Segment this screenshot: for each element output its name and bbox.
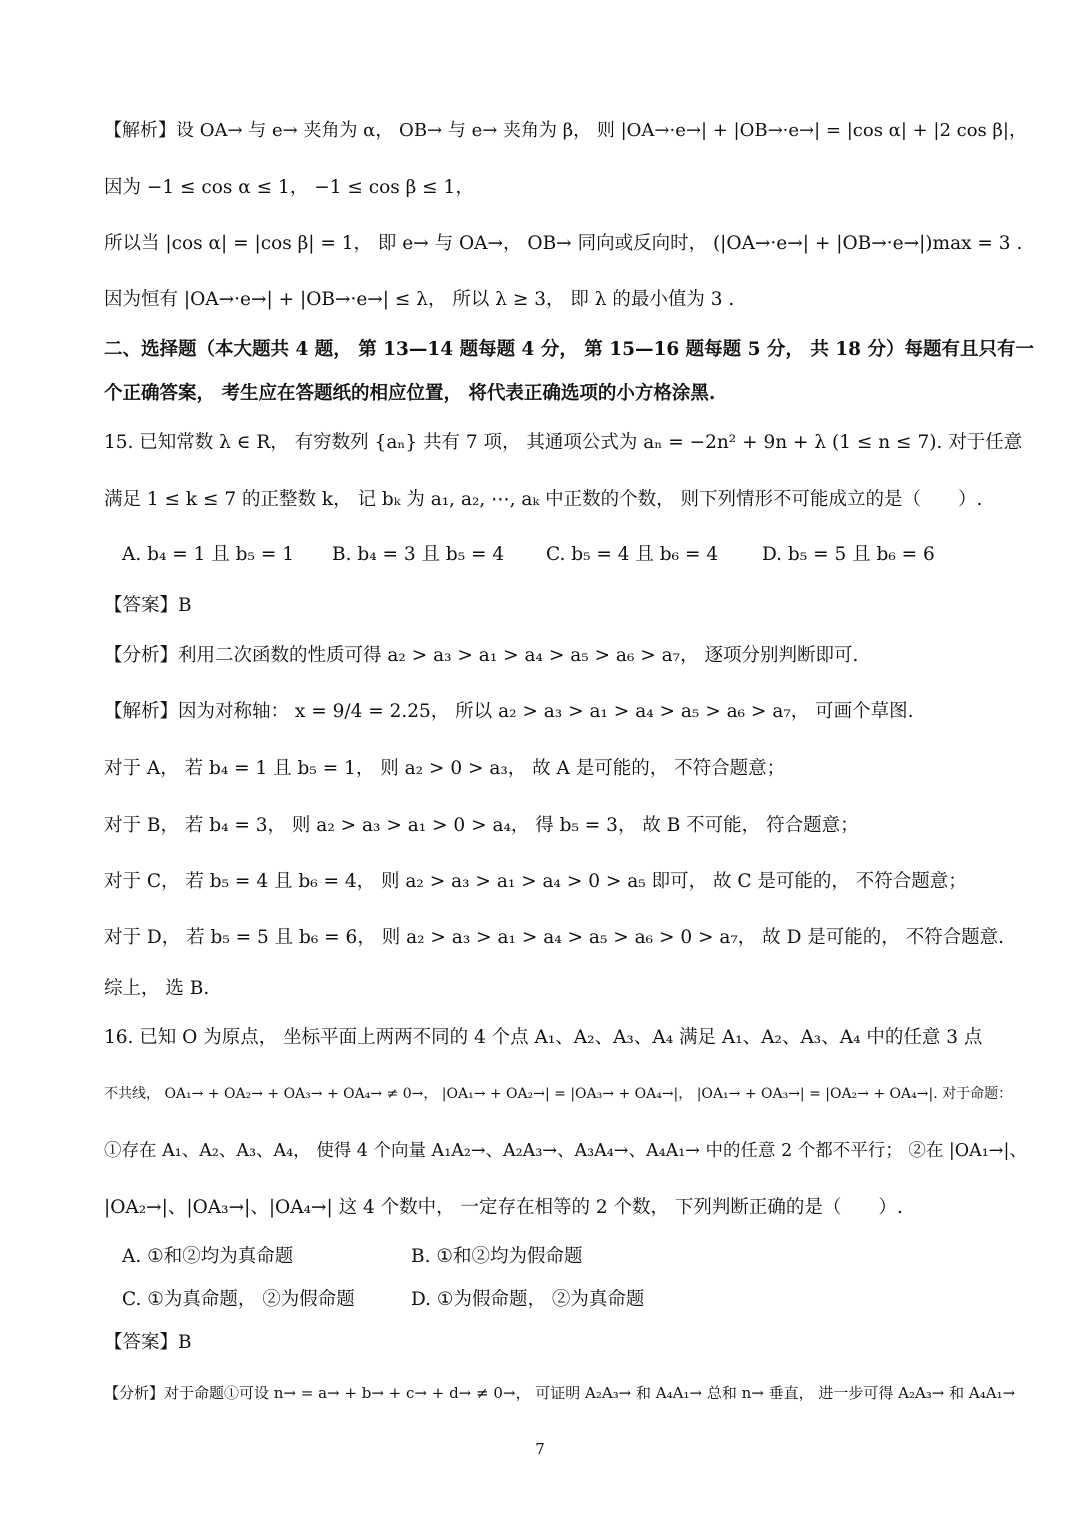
solution-line: 因为 −1 ≤ cos α ≤ 1， −1 ≤ cos β ≤ 1，	[104, 177, 474, 198]
question-16-stem: |OA₂→|、|OA₃→|、|OA₄→| 这 4 个数中， 一定存在相等的 2 个数， 下列判断正确的是（ ）.	[104, 1197, 903, 1218]
page-number: 7	[535, 1440, 545, 1458]
section-heading: 二、选择题（本大题共 4 题， 第 13—14 题每题 4 分， 第 15—16 题每题 5 分， 共 18 分）每题有且只有一	[104, 339, 1034, 360]
solution-line: 对于 B， 若 b₄ = 3， 则 a₂ > a₃ > a₁ > 0 > a₄， 得 b₅ = 3， 故 B 不可能， 符合题意；	[104, 815, 859, 836]
solution-line: 对于 C， 若 b₅ = 4 且 b₆ = 4， 则 a₂ > a₃ > a₁ > a₄ > 0 > a₅ 即可， 故 C 是可能的， 不符合题意；	[104, 871, 967, 892]
section-heading: 个正确答案， 考生应在答题纸的相应位置， 将代表正确选项的小方格涂黑.	[104, 383, 716, 404]
option-b: B. ①和②均为假命题	[411, 1246, 583, 1267]
analysis-line: 【分析】利用二次函数的性质可得 a₂ > a₃ > a₁ > a₄ > a₅ > a₆ > a₇， 逐项分别判断即可.	[104, 645, 859, 666]
solution-line: 所以当 |cos α| = |cos β| = 1， 即 e→ 与 OA→， OB→ 同向或反向时， (|OA→·e→| + |OB→·e→|)max = 3 .	[104, 233, 1023, 254]
solution-line: 对于 A， 若 b₄ = 1 且 b₅ = 1， 则 a₂ > 0 > a₃， 故 A 是可能的， 不符合题意；	[104, 758, 786, 779]
option-d: D. b₅ = 5 且 b₆ = 6	[762, 544, 935, 565]
answer-label: 【答案】B	[104, 1332, 192, 1353]
conclusion-line: 综上， 选 B.	[104, 978, 210, 999]
analysis-line: 【分析】对于命题①可设 n→ = a→ + b→ + c→ + d→ ≠ 0→， 可证明 A₂A₃→ 和 A₄A₁→ 总和 n→ 垂直， 进一步可得 A₂A₃→ 和 A₄A₁→	[104, 1384, 1016, 1402]
answer-label: 【答案】B	[104, 595, 192, 616]
question-16-stem: 不共线， OA₁→ + OA₂→ + OA₃→ + OA₄→ ≠ 0→， |OA₁→ + OA₂→| = |OA₃→ + OA₄→|， |OA₁→ + OA₃→| = |OA₂→ + OA₄→|. 对于命题：	[104, 1086, 1013, 1102]
solution-line: 【解析】设 OA→ 与 e→ 夹角为 α， OB→ 与 e→ 夹角为 β， 则 |OA→·e→| + |OB→·e→| = |cos α| + |2 cos β|，	[104, 120, 1027, 141]
question-16-stem: ①存在 A₁、A₂、A₃、A₄， 使得 4 个向量 A₁A₂→、A₂A₃→、A₃A₄→、A₄A₁→ 中的任意 2 个都不平行； ②在 |OA₁→|、	[104, 1141, 1027, 1161]
solution-line: 【解析】因为对称轴： x = 9/4 = 2.25， 所以 a₂ > a₃ > a₁ > a₄ > a₅ > a₆ > a₇， 可画个草图.	[104, 701, 914, 722]
option-c: C. b₅ = 4 且 b₆ = 4	[546, 544, 719, 565]
question-16-stem: 16. 已知 O 为原点， 坐标平面上两两不同的 4 个点 A₁、A₂、A₃、A₄ 满足 A₁、A₂、A₃、A₄ 中的任意 3 点	[104, 1027, 983, 1048]
option-d: D. ①为假命题， ②为真命题	[411, 1289, 645, 1310]
solution-line: 因为恒有 |OA→·e→| + |OB→·e→| ≤ λ， 所以 λ ≥ 3， 即 λ 的最小值为 3 .	[104, 289, 735, 310]
option-a: A. ①和②均为真命题	[122, 1246, 294, 1267]
option-c: C. ①为真命题， ②为假命题	[122, 1289, 355, 1310]
question-15-stem: 15. 已知常数 λ ∈ R， 有穷数列 {aₙ} 共有 7 项， 其通项公式为 aₙ = −2n² + 9n + λ (1 ≤ n ≤ 7). 对于任意	[104, 432, 1023, 453]
option-b: B. b₄ = 3 且 b₅ = 4	[332, 544, 505, 565]
question-15-stem: 满足 1 ≤ k ≤ 7 的正整数 k， 记 bₖ 为 a₁, a₂, ⋯, aₖ 中正数的个数， 则下列情形不可能成立的是（ ）.	[104, 489, 983, 510]
option-a: A. b₄ = 1 且 b₅ = 1	[122, 544, 294, 565]
solution-line: 对于 D， 若 b₅ = 5 且 b₆ = 6， 则 a₂ > a₃ > a₁ > a₄ > a₅ > a₆ > 0 > a₇， 故 D 是可能的， 不符合题意.	[104, 927, 1005, 948]
